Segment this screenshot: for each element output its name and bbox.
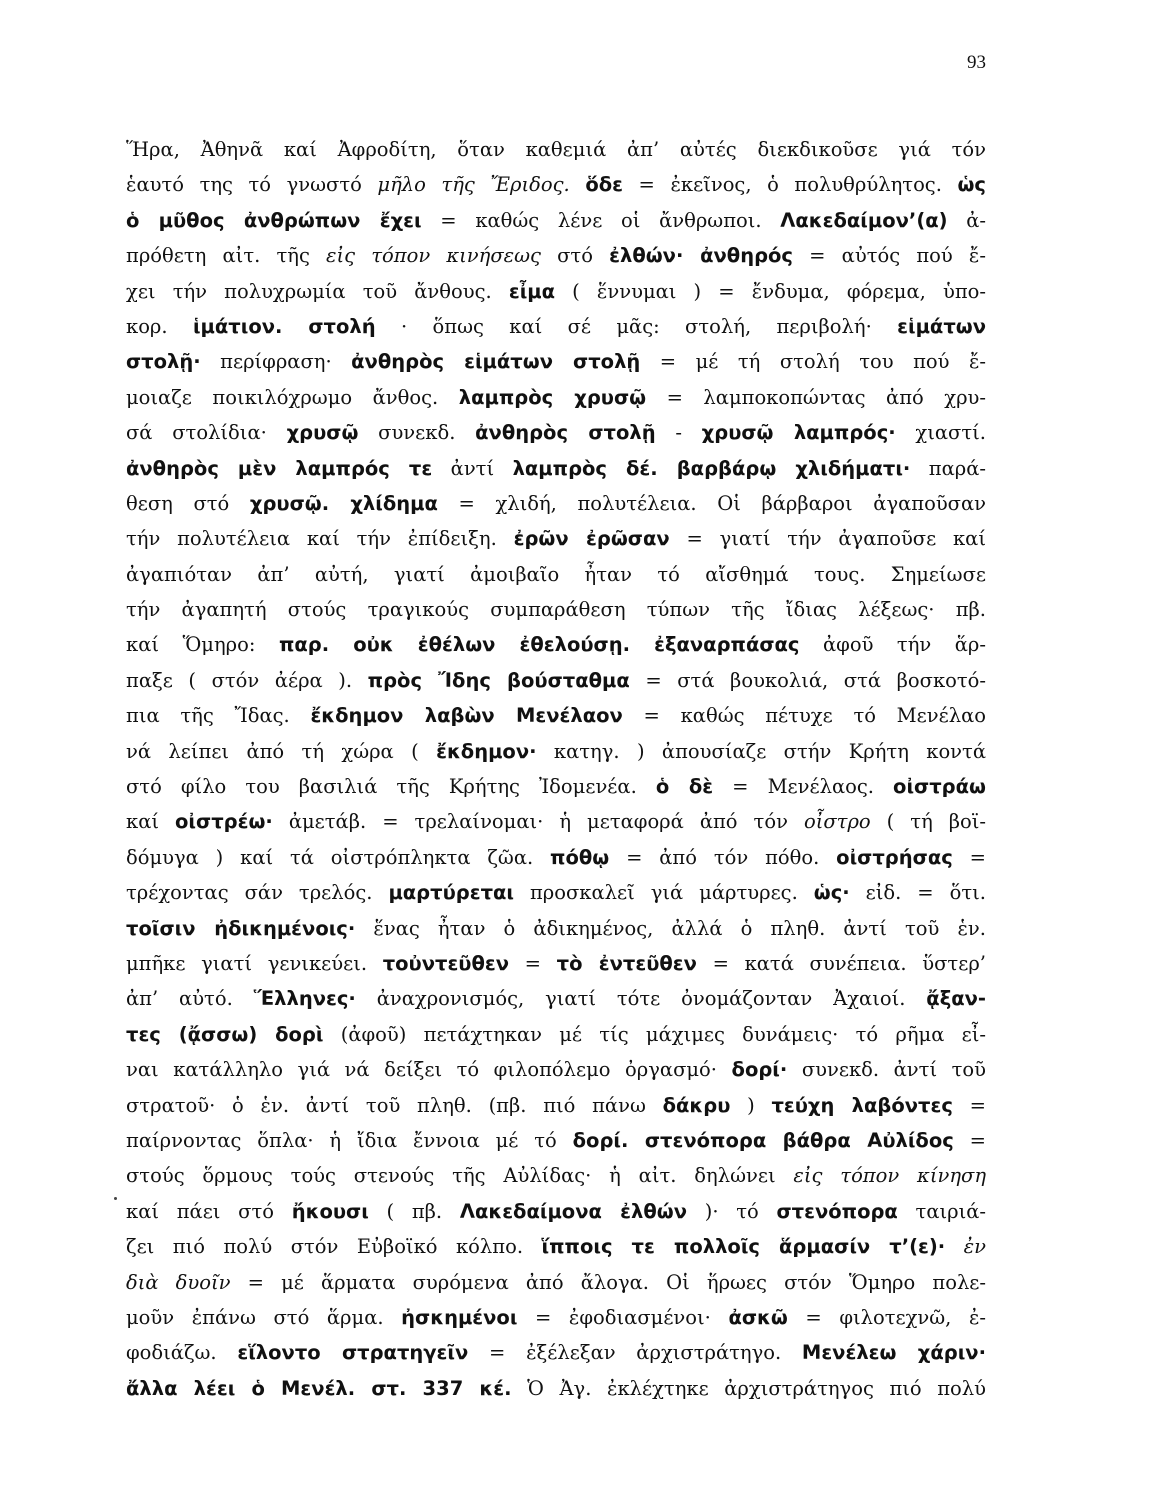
lemma-term: ἵπποις τε πολλοῖς ἅρμασίν τ’(ε)· <box>541 1235 946 1259</box>
lemma-term: χρυσῷ. χλίδημα <box>249 491 438 515</box>
lemma-term: ἠσκημένοι <box>401 1305 518 1329</box>
text-line <box>126 344 986 379</box>
gloss-text: μοιαζε ποικιλόχρωμο ἄνθος. <box>126 385 459 409</box>
gloss-text: συνεκδ. <box>358 421 476 445</box>
gloss-text: στό <box>540 244 610 268</box>
italic-phrase: εἰς τόπον κίνηση <box>793 1164 986 1188</box>
gloss-text: ) <box>730 1093 772 1117</box>
text-line <box>126 1052 986 1087</box>
text-line <box>126 769 986 804</box>
gloss-text: παξε ( στόν ἀέρα ). <box>126 668 368 692</box>
text-line <box>126 1158 986 1193</box>
gloss-text: = ἐξέλεξαν ἀρχιστράτηγο. <box>468 1341 802 1365</box>
lemma-term: ὅδε <box>585 173 623 197</box>
lemma-term: πόθῳ <box>550 845 610 869</box>
gloss-text: στό φίλο του βασιλιά τῆς Κρήτης Ἰδομενέα. <box>126 775 656 799</box>
lemma-term: ἀνθηρὸς στολῇ <box>475 421 656 445</box>
margin-mark <box>114 1197 117 1200</box>
gloss-text: ἕνας ἦταν ὁ ἀδικημένος, ἀλλά ὁ πληθ. ἀντί τοῦ ἑν. <box>355 916 986 940</box>
text-line <box>126 132 986 167</box>
italic-phrase: μῆλο τῆς Ἔριδος. <box>377 173 570 197</box>
gloss-text: φοδιάζω. <box>126 1341 238 1365</box>
gloss-text: ἀμετάβ. = τρελαίνομαι· ἡ μεταφορά ἀπό τόν <box>272 810 804 834</box>
text-line <box>126 238 986 273</box>
gloss-text: ( πβ. <box>368 1199 460 1223</box>
text-line <box>126 1088 986 1123</box>
text-line <box>126 486 986 521</box>
italic-phrase: ἐν <box>963 1235 986 1259</box>
gloss-text: ταιριά- <box>897 1199 986 1223</box>
lemma-term: ἀσκῶ <box>728 1305 788 1329</box>
lemma-term: δορί· <box>731 1058 788 1082</box>
gloss-text: στούς ὅρμους τούς στενούς τῆς Αὐλίδας· ἡ αἰτ. δηλώνει <box>126 1164 794 1188</box>
gloss-text: = κατά συνέπεια. ὕστερ’ <box>696 951 986 975</box>
gloss-text: τήν πολυτέλεια καί τήν ἐπίδειξη. <box>126 527 514 551</box>
text-line <box>126 451 986 486</box>
gloss-text: )· τό <box>687 1199 777 1223</box>
text-line <box>126 981 986 1016</box>
gloss-text: καί Ὅμηρο: <box>126 633 279 657</box>
gloss-text: = ἐφοδιασμένοι· <box>517 1305 729 1329</box>
gloss-text: ἀπ’ αὐτό. <box>126 987 254 1011</box>
lemma-term: Μενέλεω χάριν· <box>801 1341 986 1365</box>
lemma-term: Ἕλληνες· <box>253 987 356 1011</box>
text-line <box>126 380 986 415</box>
gloss-text: ( ἕννυμαι ) = ἔνδυμα, φόρεμα, ὑπο- <box>555 279 986 303</box>
lemma-term: Λακεδαίμονα ἐλθών <box>459 1199 687 1223</box>
gloss-text: ἀντί <box>432 456 513 480</box>
gloss-text: καί πάει στό <box>126 1199 292 1223</box>
gloss-text: = καθώς πέτυχε τό Μενέλαο <box>622 704 986 728</box>
gloss-text: ἀγαπιόταν ἀπ’ αὐτή, γιατί ἀμοιβαῖο ἦταν τό αἴσθημά τους. Σημείωσε <box>126 562 986 586</box>
gloss-text: ναι κατάλληλο γιά νά δείξει τό φιλοπόλεμο ὀργασμό· <box>126 1058 732 1082</box>
lemma-term: ἐρῶν ἐρῶσαν <box>513 527 670 551</box>
gloss-text: χιαστί. <box>895 421 986 445</box>
lemma-term: εἶμα <box>508 279 556 303</box>
text-line <box>126 1265 986 1300</box>
lemma-term: οἰστρήσας <box>836 845 953 869</box>
lemma-term: τὸ ἐντεῦθεν <box>556 951 697 975</box>
text-line <box>126 274 986 309</box>
text-line <box>126 1017 986 1052</box>
gloss-text: τρέχοντας σάν τρελός. <box>126 881 389 905</box>
lemma-term: πρὸς Ἴδης βούσταθμα <box>367 668 630 692</box>
gloss-text: προσκαλεῖ γιά μάρτυρες. <box>514 881 814 905</box>
text-line <box>126 1194 986 1229</box>
gloss-text: = στά βουκολιά, στά βοσκοτό- <box>629 668 986 692</box>
gloss-text: παίρνοντας ὅπλα· ἡ ἴδια ἔννοια μέ τό <box>126 1128 573 1152</box>
gloss-text: θεση στό <box>126 491 250 515</box>
text-line <box>126 804 986 839</box>
text-line <box>126 521 986 556</box>
gloss-text: = φιλοτεχνῶ, ἐ- <box>787 1305 986 1329</box>
lemma-term: λαμπρὸς χρυσῷ <box>458 385 647 409</box>
gloss-text: ζει πιό πολύ στόν Εὐβοϊκό κόλπο. <box>126 1235 542 1259</box>
gloss-text: = <box>952 845 986 869</box>
gloss-text: = μέ τή στολή του πού ἔ- <box>640 350 986 374</box>
gloss-text: καί <box>126 810 176 834</box>
lemma-term: ὡς <box>957 173 986 197</box>
lemma-term: τες (ᾄσσω) δορὶ <box>126 1022 324 1046</box>
text-line <box>126 592 986 627</box>
text-line <box>126 840 986 875</box>
lemma-term: ἤκουσι <box>291 1199 369 1223</box>
gloss-text: ἀ- <box>947 208 986 232</box>
lemma-term: οἰστρέω· <box>175 810 273 834</box>
lemma-term: ὁ μῦθος ἀνθρώπων ἔχει <box>126 208 422 232</box>
gloss-text: κορ. <box>126 314 193 338</box>
lemma-term: μαρτύρεται <box>388 881 515 905</box>
lemma-term: εἵλοντο στρατηγεῖν <box>237 1341 469 1365</box>
gloss-text: ἑαυτό της τό γνωστό <box>126 173 378 197</box>
lemma-term: χρυσῷ λαμπρός· <box>701 421 896 445</box>
text-line <box>126 557 986 592</box>
text-line <box>126 167 986 202</box>
lemma-term: στολῇ· <box>126 350 201 374</box>
gloss-text: νά λείπει ἀπό τή χώρα ( <box>126 739 437 763</box>
lemma-term: ἀνθηρὸς εἱμάτων στολῇ <box>351 350 641 374</box>
lemma-term: Λακεδαίμον’(α) <box>780 208 948 232</box>
gloss-text: = <box>509 951 557 975</box>
gloss-text: = Μενέλαος. <box>713 775 894 799</box>
gloss-text: δόμυγα ) καί τά οἰστρόπληκτα ζῶα. <box>126 845 551 869</box>
lemma-term: τεύχη λαβόντες <box>771 1093 953 1117</box>
lemma-term: παρ. οὐκ ἐθέλων ἐθελούσῃ. ἐξαναρπάσας <box>278 633 800 657</box>
text-line <box>126 1229 986 1264</box>
gloss-text: = ἐκεῖνος, ὁ πολυθρύλητος. <box>622 173 958 197</box>
gloss-text: = ἀπό τόν πόθο. <box>609 845 837 869</box>
lemma-term: ἄλλα λέει ὁ Μενέλ. στ. 337 κέ. <box>126 1376 512 1400</box>
gloss-text: (ἀφοῦ) πετάχτηκαν μέ τίς μάχιμες δυνάμεις· τό ρῆμα εἶ- <box>323 1022 986 1046</box>
text-line <box>126 203 986 238</box>
italic-phrase: διὰ δυοῖν <box>126 1270 231 1294</box>
gloss-text: = χλιδή, πολυτέλεια. Οἱ βάρβαροι ἀγαποῦσαν <box>437 491 986 515</box>
text-line <box>126 698 986 733</box>
text-line <box>126 875 986 910</box>
gloss-text: συνεκδ. ἀντί τοῦ <box>787 1058 986 1082</box>
gloss-text: σά στολίδια· <box>126 421 287 445</box>
gloss-text: μοῦν ἐπάνω στό ἅρμα. <box>126 1305 402 1329</box>
italic-phrase: οἶστρο <box>803 810 871 834</box>
lemma-term: ὡς· <box>813 881 850 905</box>
text-line <box>126 309 986 344</box>
gloss-text: παρά- <box>910 456 986 480</box>
text-line <box>126 663 986 698</box>
gloss-text: ἀφοῦ τήν ἅρ- <box>799 633 986 657</box>
gloss-text: Ἥρα, Ἀθηνᾶ καί Ἀφροδίτη, ὅταν καθεμιά ἀπ’ αὐτές διεκδικοῦσε γιά τόν <box>126 138 986 161</box>
text-line <box>126 627 986 662</box>
gloss-text: τήν ἀγαπητή στούς τραγικούς συμπαράθεση τύπων τῆς ἴδιας λέξεως· πβ. <box>126 598 986 622</box>
lemma-term: ἐλθών· ἀνθηρός <box>609 244 793 268</box>
gloss-text: = καθώς λένε οἱ ἄνθρωποι. <box>421 208 781 232</box>
gloss-text: μπῆκε γιατί γενικεύει. <box>126 951 383 975</box>
lemma-term: λαμπρὸς δέ. βαρβάρῳ χλιδήματι· <box>512 456 911 480</box>
gloss-text: = γιατί τήν ἀγαποῦσε καί <box>669 527 986 551</box>
gloss-text <box>945 1235 963 1258</box>
lemma-term: ᾄξαν- <box>926 987 986 1011</box>
lemma-term: δάκρυ <box>662 1093 731 1117</box>
text-line <box>126 1300 986 1335</box>
lemma-term: στενόπορα <box>776 1199 898 1223</box>
lemma-term: ἱμάτιον. στολή <box>192 314 376 338</box>
text-line <box>126 911 986 946</box>
text-line <box>126 415 986 450</box>
lemma-term: ἔκδημον λαβὼν Μενέλαον <box>310 704 623 728</box>
gloss-text: χει τήν πολυχρωμία τοῦ ἄνθους. <box>126 279 509 303</box>
lemma-term: τοῖσιν ἠδικημένοις· <box>126 916 356 940</box>
gloss-text: = <box>952 1093 986 1117</box>
gloss-text: στρατοῦ· ὁ ἑν. ἀντί τοῦ πληθ. (πβ. πιό πάνω <box>126 1093 663 1117</box>
gloss-text: = λαμποκοπώντας ἀπό χρυ- <box>646 385 986 409</box>
gloss-text: - <box>655 421 702 445</box>
gloss-text: πρόθετη αἰτ. τῆς <box>126 244 327 268</box>
gloss-text: εἰδ. = ὅτι. <box>849 881 986 905</box>
lemma-term: οἰστράω <box>893 775 986 799</box>
gloss-text: κατηγ. ) ἀπουσίαζε στήν Κρήτη κοντά <box>536 739 986 763</box>
gloss-text: ( τή βοϊ- <box>870 810 986 834</box>
gloss-text: · ὅπως καί σέ μᾶς: στολή, περιβολή· <box>375 314 898 338</box>
lemma-term: ἔκδημον· <box>436 739 537 763</box>
gloss-text <box>570 173 586 196</box>
gloss-text: Ὁ Ἀγ. ἐκλέχτηκε ἀρχιστράτηγος πιό πολύ <box>511 1376 986 1400</box>
gloss-text: = <box>953 1128 986 1152</box>
text-line <box>126 734 986 769</box>
gloss-text: περίφραση· <box>200 350 352 374</box>
lemma-term: ὁ δὲ <box>655 775 714 799</box>
gloss-text: πια τῆς Ἴδας. <box>126 704 311 728</box>
gloss-text: ἀναχρονισμός, γιατί τότε ὀνομάζονταν Ἀχαιοί. <box>355 987 927 1011</box>
text-line <box>126 1335 986 1370</box>
italic-phrase: εἰς τόπον κινήσεως <box>326 244 541 268</box>
page-number: 93 <box>967 52 986 73</box>
lemma-term: χρυσῷ <box>286 421 359 445</box>
lemma-term: τοὐντεῦθεν <box>382 951 509 975</box>
lemma-term: ἀνθηρὸς μὲν λαμπρός τε <box>126 456 433 480</box>
text-line <box>126 1123 986 1158</box>
gloss-text: = αὐτός πού ἔ- <box>793 244 986 268</box>
commentary-text <box>126 132 986 1406</box>
text-line <box>126 946 986 981</box>
text-line <box>126 1371 986 1406</box>
lemma-term: εἱμάτων <box>897 314 986 338</box>
lemma-term: δορί. στενόπορα βάθρα Αὐλίδος <box>572 1128 954 1152</box>
gloss-text: = μέ ἅρματα συρόμενα ἀπό ἄλογα. Οἱ ἥρωες στόν Ὅμηρο πολε- <box>230 1270 986 1294</box>
